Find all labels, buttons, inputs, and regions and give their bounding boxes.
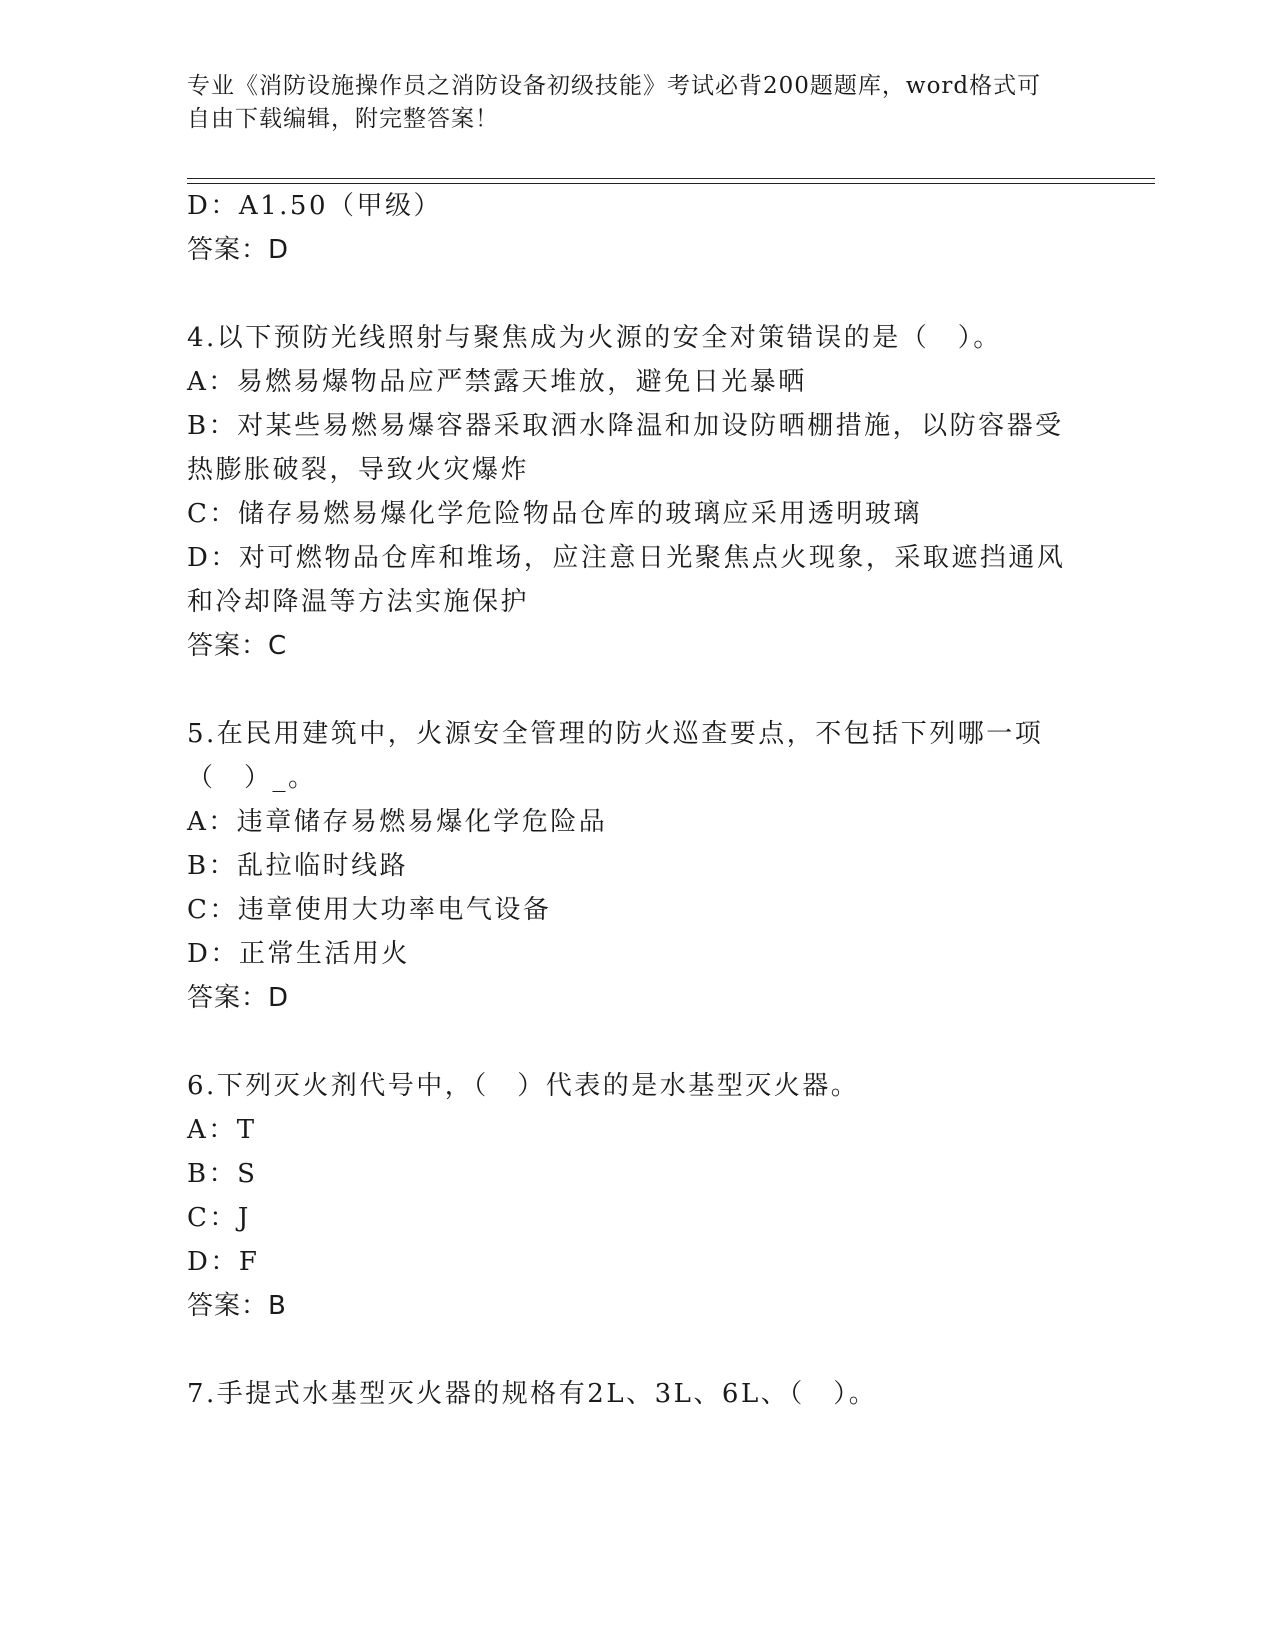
header-rule-bottom	[187, 183, 1155, 184]
q5-option-c: C：违章使用大功率电气设备	[187, 895, 552, 925]
q6-option-a: A：T	[187, 1115, 257, 1145]
q4-option-b-line2: 热膨胀破裂，导致火灾爆炸	[187, 455, 530, 485]
header-rule-top	[187, 178, 1155, 179]
q5-question-line2: （ ）_。	[187, 763, 317, 793]
q4-option-b-line1: B：对某些易燃易爆容器采取洒水降温和加设防晒棚措施，以防容器受	[187, 411, 1064, 441]
q6-option-c: C：J	[187, 1203, 251, 1233]
q6-option-d: D：F	[187, 1247, 260, 1277]
q6-answer: 答案：B	[187, 1291, 287, 1321]
q5-question-line1: 5.在民用建筑中，火源安全管理的防火巡查要点，不包括下列哪一项	[187, 719, 1044, 749]
q5-option-b: B：乱拉临时线路	[187, 851, 409, 881]
header-line-2: 自由下载编辑，附完整答案！	[187, 106, 499, 132]
q6-question: 6.下列灭火剂代号中，（ ）代表的是水基型灭火器。	[187, 1071, 860, 1101]
q5-option-d: D：正常生活用火	[187, 939, 410, 969]
q4-option-d-line2: 和冷却降温等方法实施保护	[187, 587, 530, 617]
q3-answer: 答案：D	[187, 235, 290, 265]
q3-option-d: D：A1.50（甲级）	[187, 191, 443, 221]
q4-option-d-line1: D：对可燃物品仓库和堆场，应注意日光聚焦点火现象，采取遮挡通风	[187, 543, 1066, 573]
q6-option-b: B：S	[187, 1159, 258, 1189]
q5-answer: 答案：D	[187, 983, 290, 1013]
q5-option-a: A：违章储存易燃易爆化学危险品	[187, 807, 608, 837]
header-line-1: 专业《消防设施操作员之消防设备初级技能》考试必背200题题库，word格式可	[187, 73, 1042, 99]
q4-question: 4.以下预防光线照射与聚焦成为火源的安全对策错误的是（ ）。	[187, 323, 1002, 353]
document-header	[187, 70, 1087, 136]
q7-question: 7.手提式水基型灭火器的规格有2L、3L、6L、（ ）。	[187, 1379, 878, 1409]
q4-answer: 答案：C	[187, 631, 288, 661]
q4-option-a: A：易燃易爆物品应严禁露天堆放，避免日光暴晒	[187, 367, 807, 397]
q4-option-c: C：储存易燃易爆化学危险物品仓库的玻璃应采用透明玻璃	[187, 499, 922, 529]
